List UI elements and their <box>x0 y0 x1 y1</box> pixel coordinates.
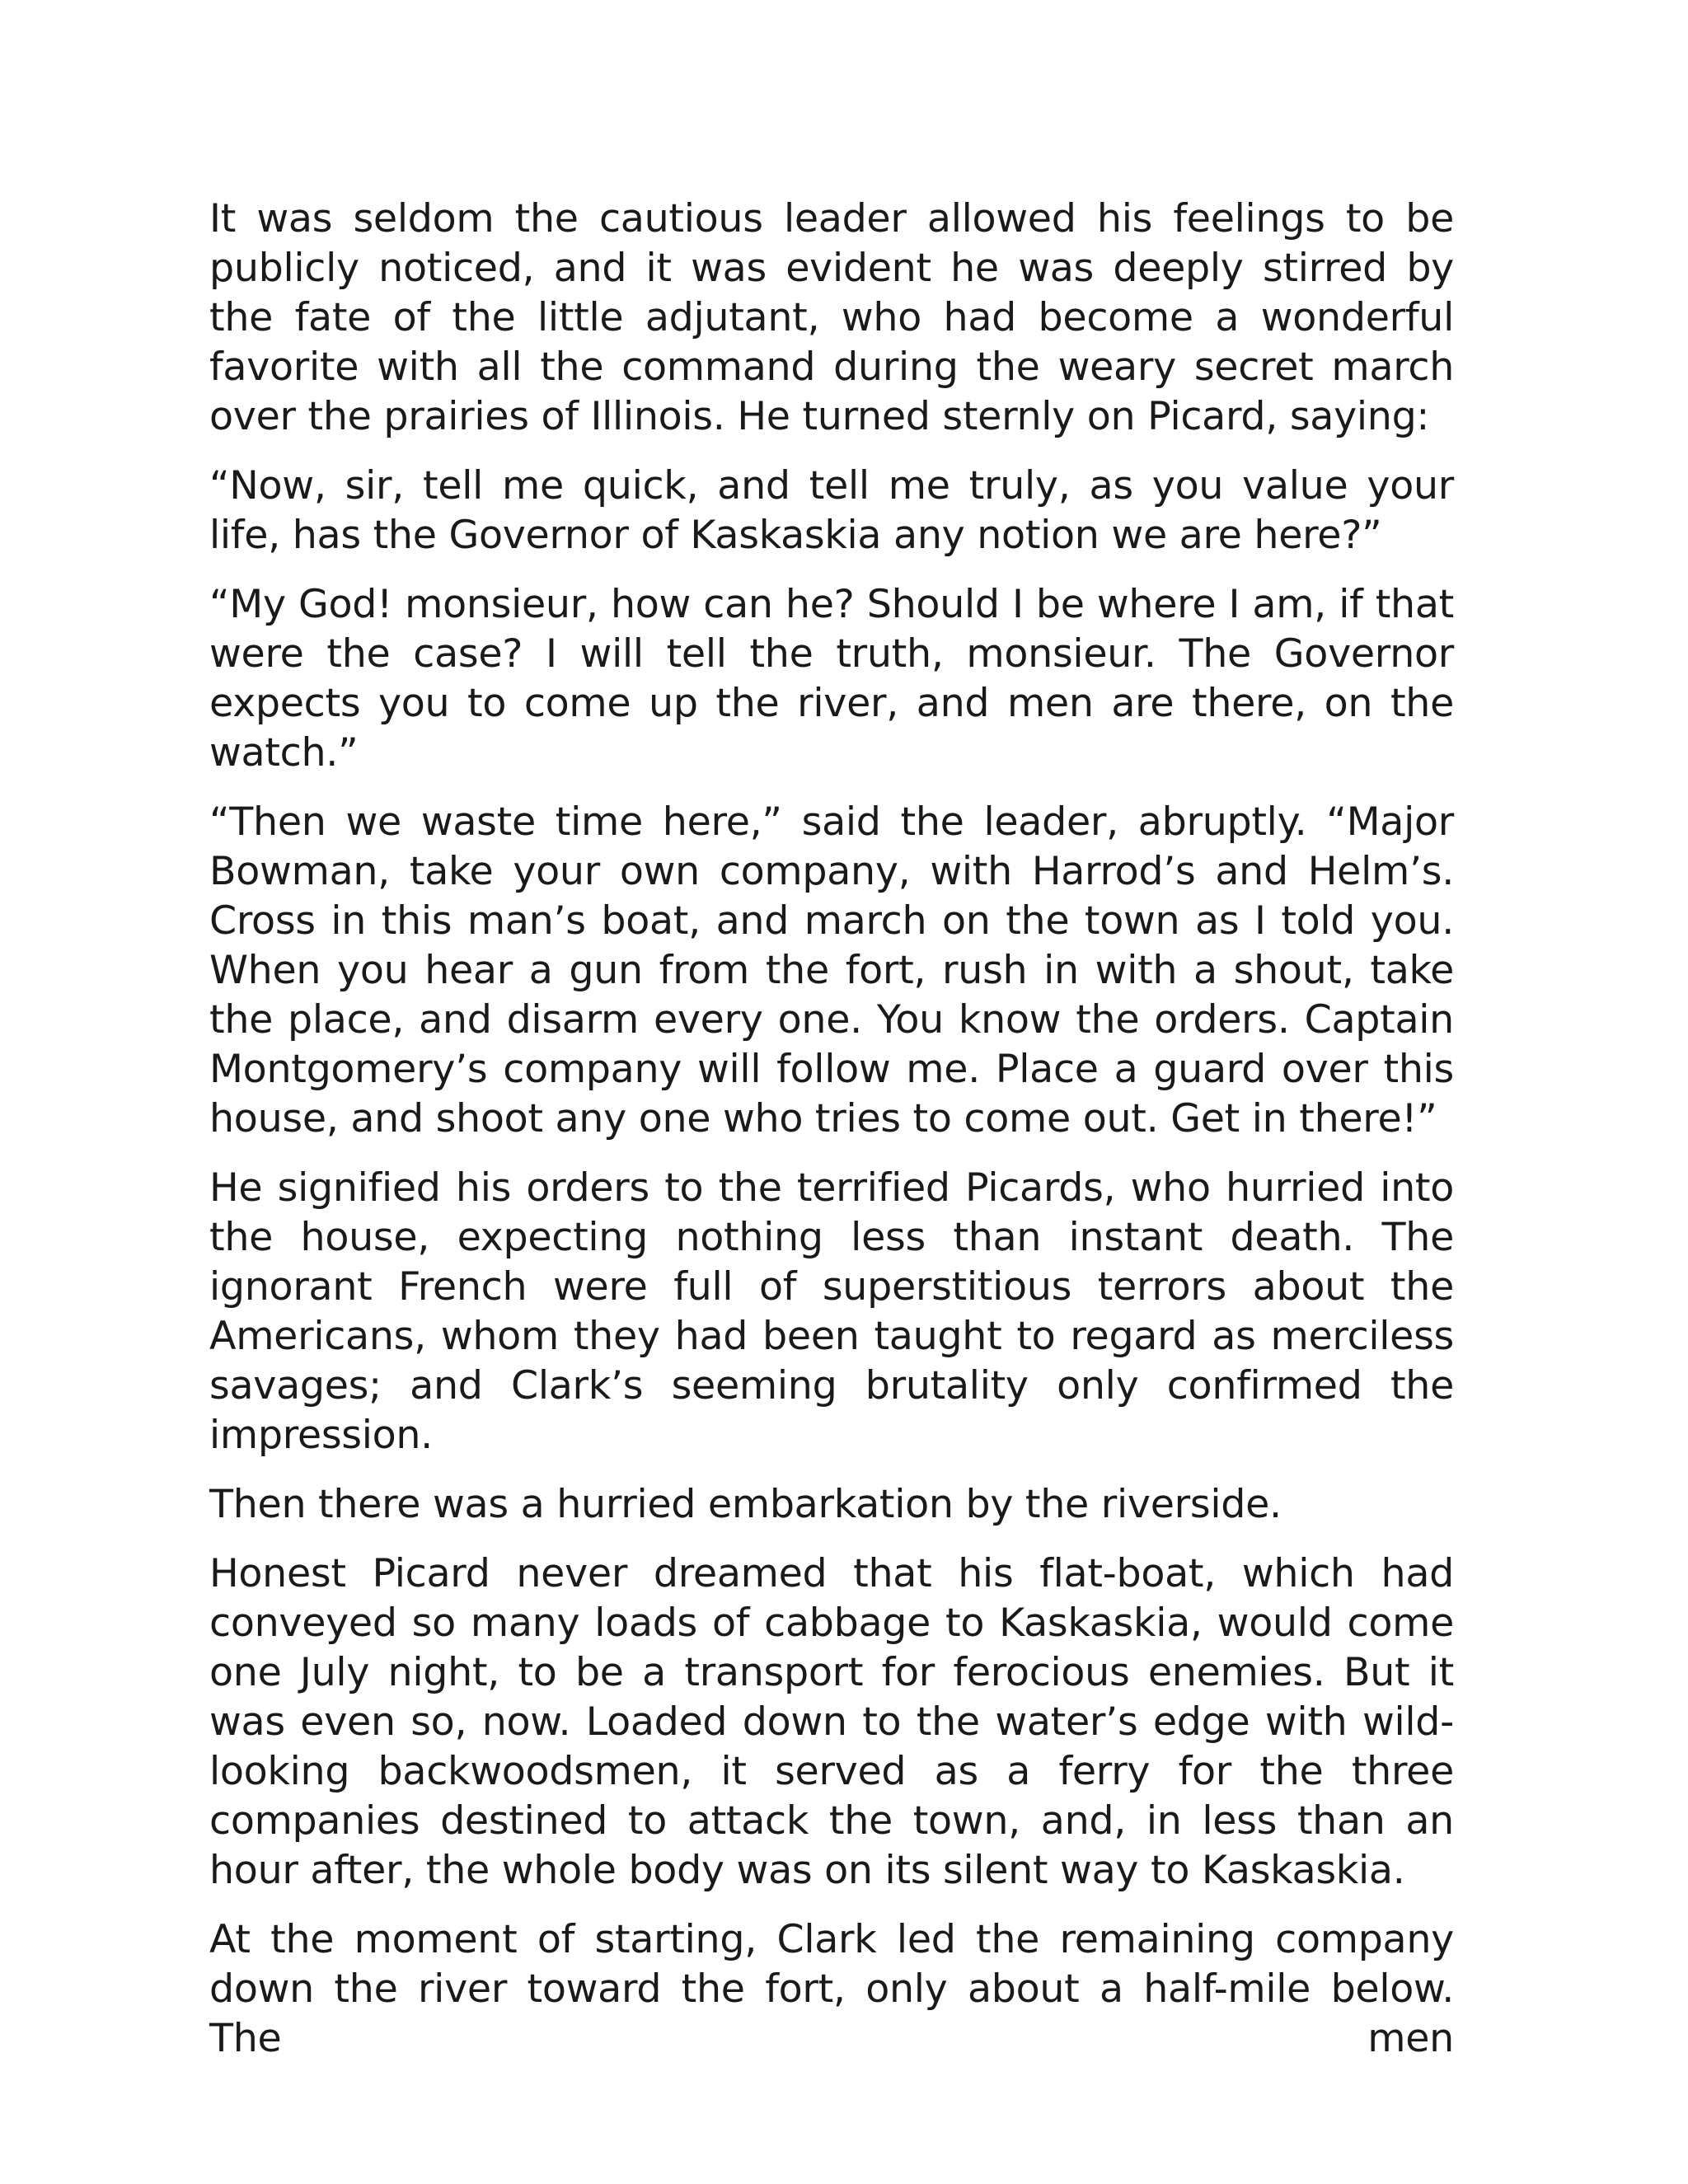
document-page <box>209 194 1454 2083</box>
paragraph-1: It was seldom the cautious leader allowed his feelings to be publicly noticed, and it was evident he was deeply stirred by the fate of the little adjutant, who had become a wonderful favorite with all the command during the weary secret march over the prairies of Illinois. He turned sternly on Picard, saying: <box>209 196 1454 439</box>
paragraph-7: Honest Picard never dreamed that his flat-boat, which had conveyed so many loads of cabbage to Kaskaskia, would come one July night, to be a transport for ferocious enemies. But it was even so, now. Loaded down to the water’s edge with wild-looking backwoodsmen, it served as a ferry for the three companies destined to attack the town, and, in less than an hour after, the whole body was on its silent way to Kaskaskia. <box>209 1551 1454 1893</box>
paragraph-2: “Now, sir, tell me quick, and tell me truly, as you value your life, has the Governor of Kaskaskia any notion we are here?” <box>209 463 1454 558</box>
paragraph-4: “Then we waste time here,” said the leader, abruptly. “Major Bowman, take your own company, with Harrod’s and Helm’s. Cross in this man’s boat, and march on the town as I told you. When you hear a gun from the fort, rush in with a shout, take the place, and disarm every one. You know the orders. Captain Montgomery’s company will follow me. Place a guard over this house, and shoot any one who tries to come out. Get in there!” <box>209 799 1454 1141</box>
paragraph-6: Then there was a hurried embarkation by the riverside. <box>209 1482 1282 1527</box>
paragraph-5: He signified his orders to the terrified Picards, who hurried into the house, expecting nothing less than instant death. The ignorant French were full of superstitious terrors about the Americans, whom they had been taught to regard as merciless savages; and Clark’s seeming brutality only confirmed the impression. <box>209 1165 1454 1458</box>
paragraph-8: At the moment of starting, Clark led the remaining company down the river toward the fort, only about a half-mile below. The men <box>209 1917 1454 2061</box>
paragraph-3: “My God! monsieur, how can he? Should I be where I am, if that were the case? I will tell the truth, monsieur. The Governor expects you to come up the river, and men are there, on the watch.” <box>209 582 1454 776</box>
